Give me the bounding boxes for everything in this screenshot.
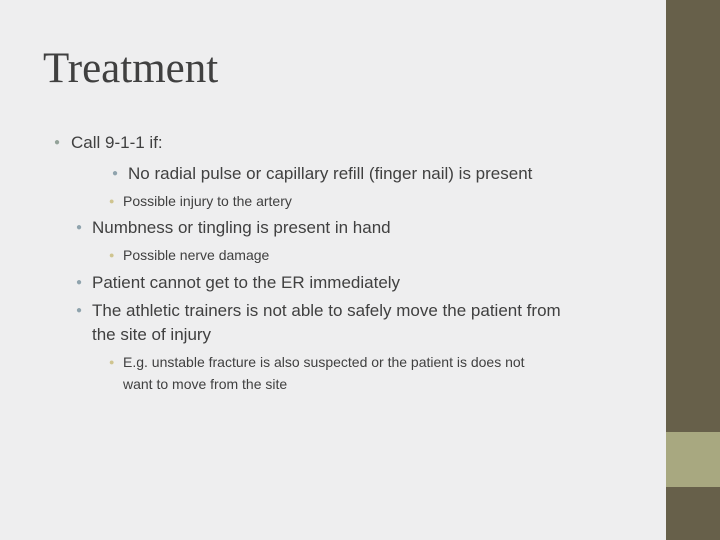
bullet-level3 — [109, 351, 525, 395]
bullet-text: Numbness or tingling is present in hand — [92, 218, 391, 237]
bullet-text: No radial pulse or capillary refill (finger nail) is present — [128, 164, 533, 183]
bullet-text: Call 9-1-1 if: — [71, 133, 163, 152]
bullet-level2 — [76, 216, 391, 240]
bullet-level1 — [54, 133, 163, 153]
bullet-level2 — [76, 299, 561, 347]
sidebar-accent-band — [666, 432, 720, 487]
bullet-text-continued: the site of injury — [92, 325, 212, 344]
bullet-level2 — [71, 162, 532, 186]
bullet-icon: ● — [54, 137, 61, 148]
bullet-text: The athletic trainers is not able to safely move the patient from — [92, 301, 561, 320]
bullet-text: Possible nerve damage — [123, 247, 270, 263]
bullet-icon: ● — [76, 222, 83, 233]
bullet-icon: ● — [109, 357, 115, 367]
bullet-icon: ● — [109, 250, 115, 260]
bullet-level2 — [76, 271, 401, 295]
slide-title: Treatment — [43, 45, 219, 92]
bullet-level3 — [109, 244, 270, 266]
bullet-text: Possible injury to the artery — [123, 193, 292, 209]
bullet-icon: ● — [109, 196, 115, 206]
bullet-text: E.g. unstable fracture is also suspected or the patient is does not — [123, 354, 525, 370]
bullet-icon: ● — [112, 168, 119, 179]
bullet-text: Patient cannot get to the ER immediately — [92, 273, 401, 292]
bullet-text-continued: want to move from the site — [123, 376, 288, 392]
bullet-level3 — [109, 190, 292, 212]
bullet-icon: ● — [76, 277, 83, 288]
bullet-icon: ● — [76, 305, 83, 316]
